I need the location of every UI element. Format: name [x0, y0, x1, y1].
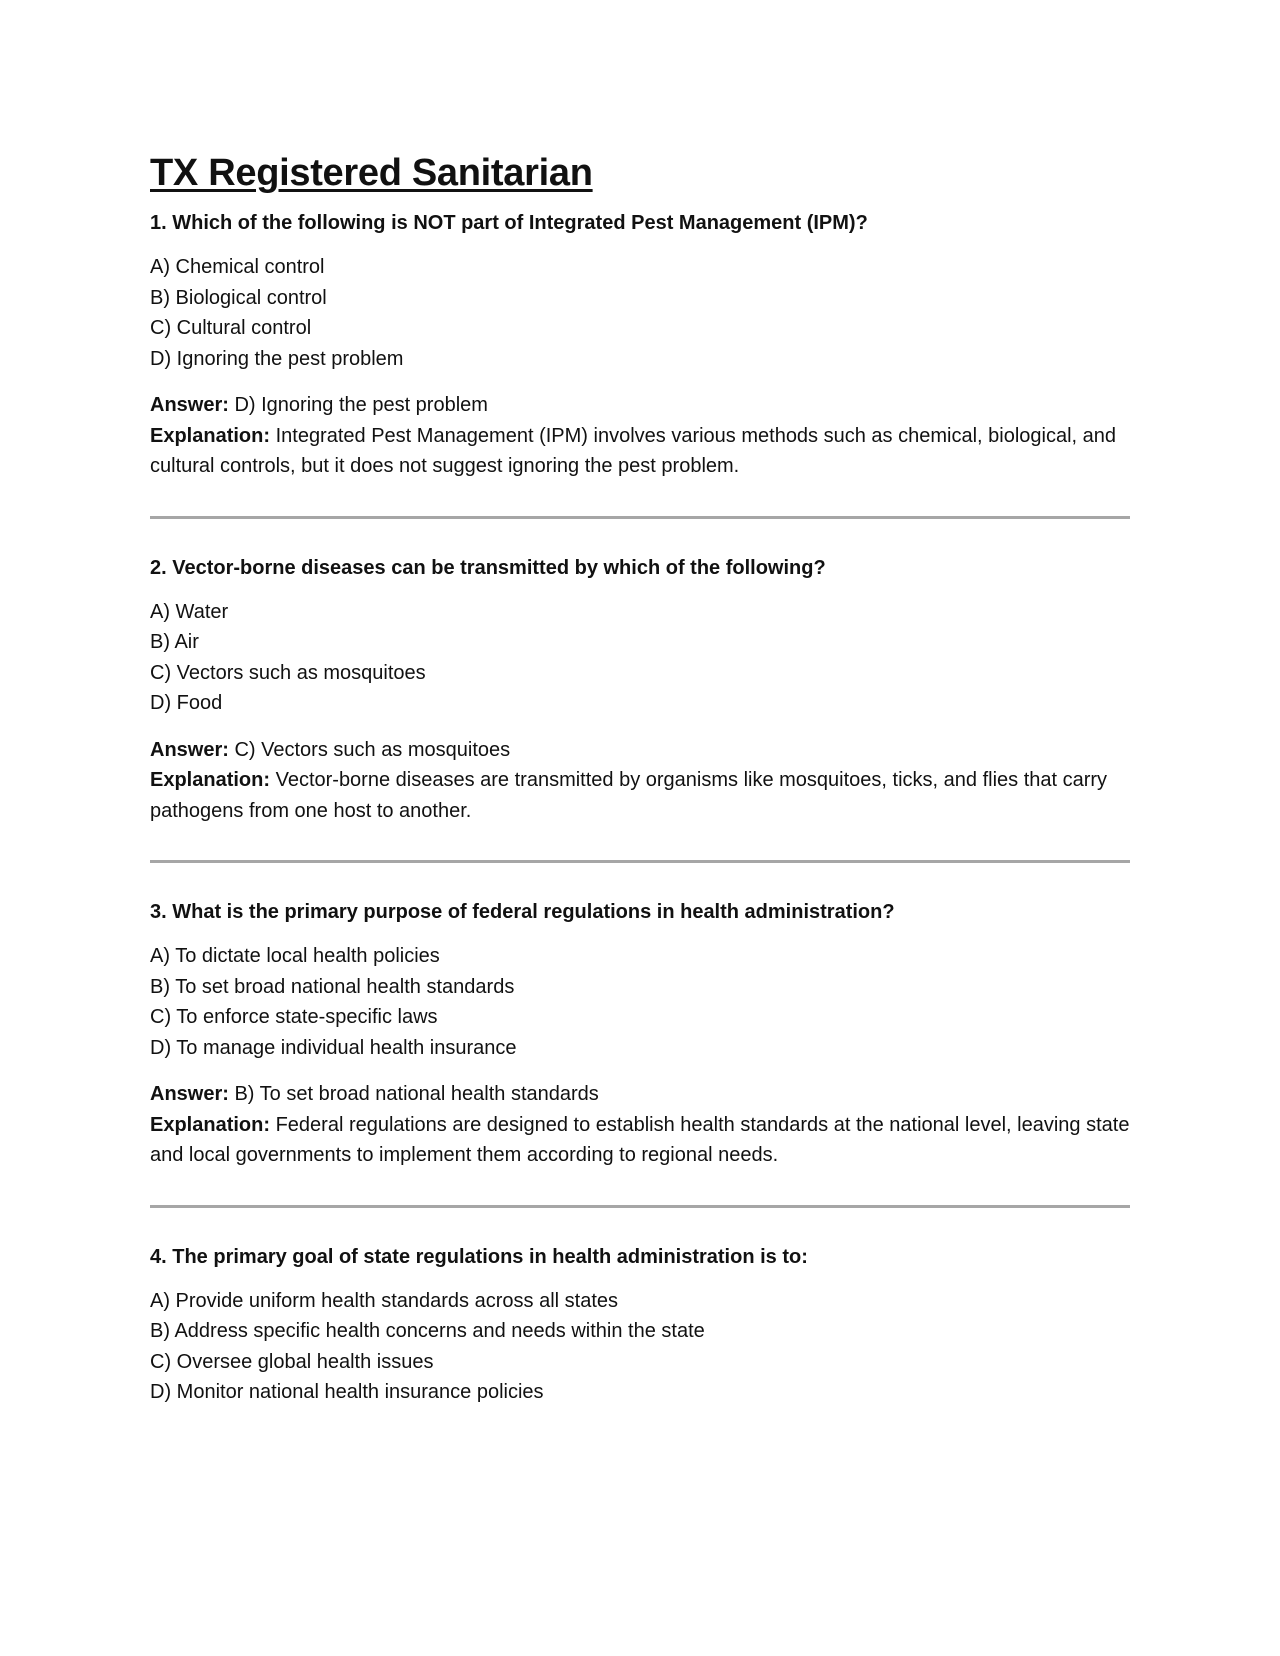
explanation-label: Explanation:: [150, 1113, 271, 1136]
explanation-label: Explanation:: [150, 424, 271, 447]
answer-text: D) Ignoring the pest problem: [234, 394, 488, 416]
section-divider: [150, 516, 1130, 519]
question-block: [150, 208, 1130, 482]
option-b: B) Air: [150, 631, 199, 653]
option-d: D) To manage individual health insurance: [150, 1036, 517, 1059]
explanation-text: Vector-borne diseases are transmitted by organisms like mosquitoes, ticks, and flies that carry pathogens from one host to another.: [150, 769, 1108, 822]
answer-line: [150, 390, 1130, 421]
option-a: A) Water: [150, 600, 229, 623]
document-title: TX Registered Sanitarian: [150, 152, 593, 194]
option-d: D) Ignoring the pest problem: [150, 347, 404, 370]
option-c: C) To enforce state-specific laws: [150, 1006, 438, 1028]
explanation-line: [150, 765, 1130, 826]
options-list: [150, 252, 1130, 374]
options-list: [150, 941, 1130, 1063]
question-block: [150, 897, 1130, 1171]
explanation-line: [150, 421, 1130, 482]
option-a: A) To dictate local health policies: [150, 945, 440, 967]
question-block: [150, 553, 1130, 827]
answer-label: Answer:: [150, 394, 229, 416]
option-b: B) Biological control: [150, 286, 327, 309]
answer-line: [150, 1079, 1130, 1110]
option-b: B) Address specific health concerns and needs within the state: [150, 1320, 705, 1342]
option-a: A) Chemical control: [150, 256, 325, 278]
answer-label: Answer:: [150, 1083, 229, 1105]
option-c: C) Cultural control: [150, 317, 312, 339]
question-text: 3. What is the primary purpose of federal regulations in health administration?: [150, 901, 895, 923]
document-page: [150, 150, 1130, 1424]
option-c: C) Vectors such as mosquitoes: [150, 661, 426, 684]
answer-line: [150, 735, 1130, 766]
question-text: 4. The primary goal of state regulations in health administration is to:: [150, 1245, 808, 1268]
question-block: [150, 1242, 1130, 1408]
answer-label: Answer:: [150, 738, 229, 761]
option-d: D) Food: [150, 692, 223, 714]
option-a: A) Provide uniform health standards across all states: [150, 1289, 618, 1312]
option-d: D) Monitor national health insurance policies: [150, 1381, 544, 1403]
options-list: [150, 597, 1130, 719]
explanation-line: [150, 1110, 1130, 1171]
question-text: 1. Which of the following is NOT part of Integrated Pest Management (IPM)?: [150, 212, 868, 234]
option-b: B) To set broad national health standards: [150, 975, 515, 998]
section-divider: [150, 860, 1130, 863]
explanation-text: Federal regulations are designed to establish health standards at the national level, leaving state and local governments to implement them according to regional needs.: [150, 1113, 1130, 1166]
answer-text: B) To set broad national health standards: [234, 1083, 599, 1105]
answer-text: C) Vectors such as mosquitoes: [234, 738, 511, 761]
section-divider: [150, 1205, 1130, 1208]
explanation-label: Explanation:: [150, 769, 271, 791]
options-list: [150, 1286, 1130, 1408]
explanation-text: Integrated Pest Management (IPM) involves various methods such as chemical, biological, and cultural controls, but it does not suggest ignoring the pest problem.: [150, 424, 1116, 477]
option-c: C) Oversee global health issues: [150, 1350, 434, 1373]
question-text: 2. Vector-borne diseases can be transmitted by which of the following?: [150, 556, 826, 579]
